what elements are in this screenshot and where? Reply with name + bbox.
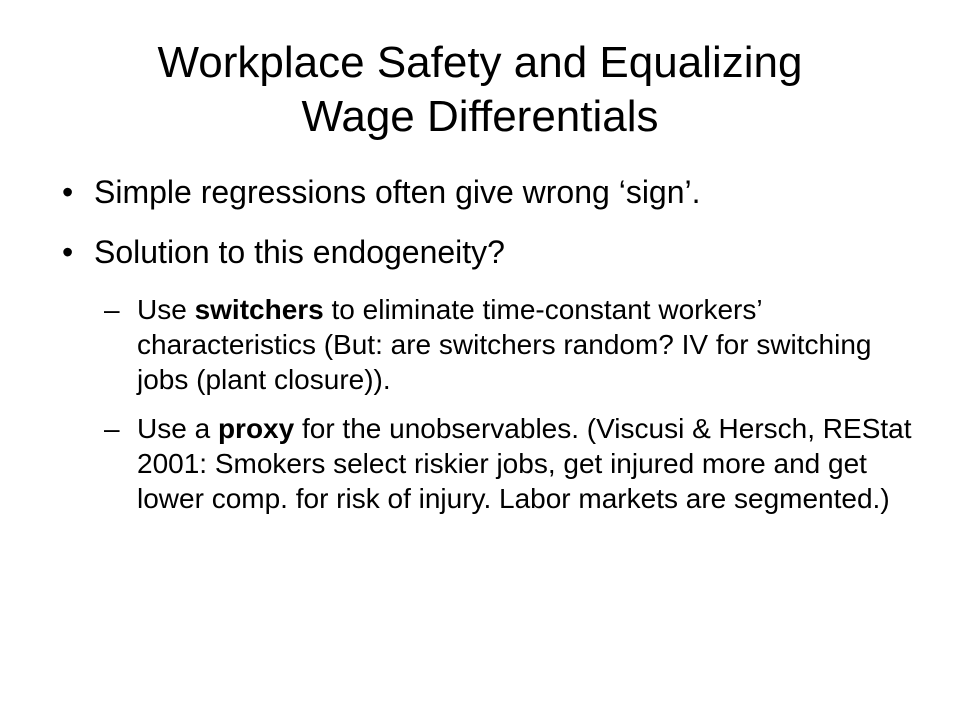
- dash-icon: –: [104, 294, 120, 325]
- bullet-icon: •: [62, 174, 74, 210]
- bullet-icon: •: [62, 234, 74, 270]
- slide-title-line-2: Wage Differentials: [301, 92, 659, 141]
- bullet-text: Simple regressions often give wrong ‘sign’.: [94, 174, 701, 210]
- subbullet-text-bold: proxy: [217, 413, 295, 444]
- bullet-text: Solution to this endogeneity?: [94, 234, 505, 270]
- subbullet-proxy: [62, 411, 922, 516]
- bullet-wrong-sign: [62, 172, 922, 212]
- subbullet-text-pre: Use: [137, 294, 195, 325]
- subbullet-text-pre: Use a: [137, 413, 218, 444]
- slide-body: [62, 172, 922, 530]
- slide-title: [60, 36, 900, 144]
- subbullet-text-bold: switchers: [194, 294, 324, 325]
- dash-icon: –: [104, 413, 120, 444]
- bullet-endogeneity: [62, 232, 922, 272]
- subbullet-text-post: to eliminate time-constant workers’ characteristics (But: are switchers random? IV for switching jobs (plant closure)).: [137, 294, 872, 395]
- slide-title-line-1: Workplace Safety and Equalizing: [157, 38, 803, 87]
- subbullet-switchers: [62, 292, 922, 397]
- subbullet-text-post: for the unobservables. (Viscusi & Hersch, REStat 2001: Smokers select riskier jobs, get injured more and get lower comp. for risk of injury. Labor markets are segmented.): [137, 413, 912, 514]
